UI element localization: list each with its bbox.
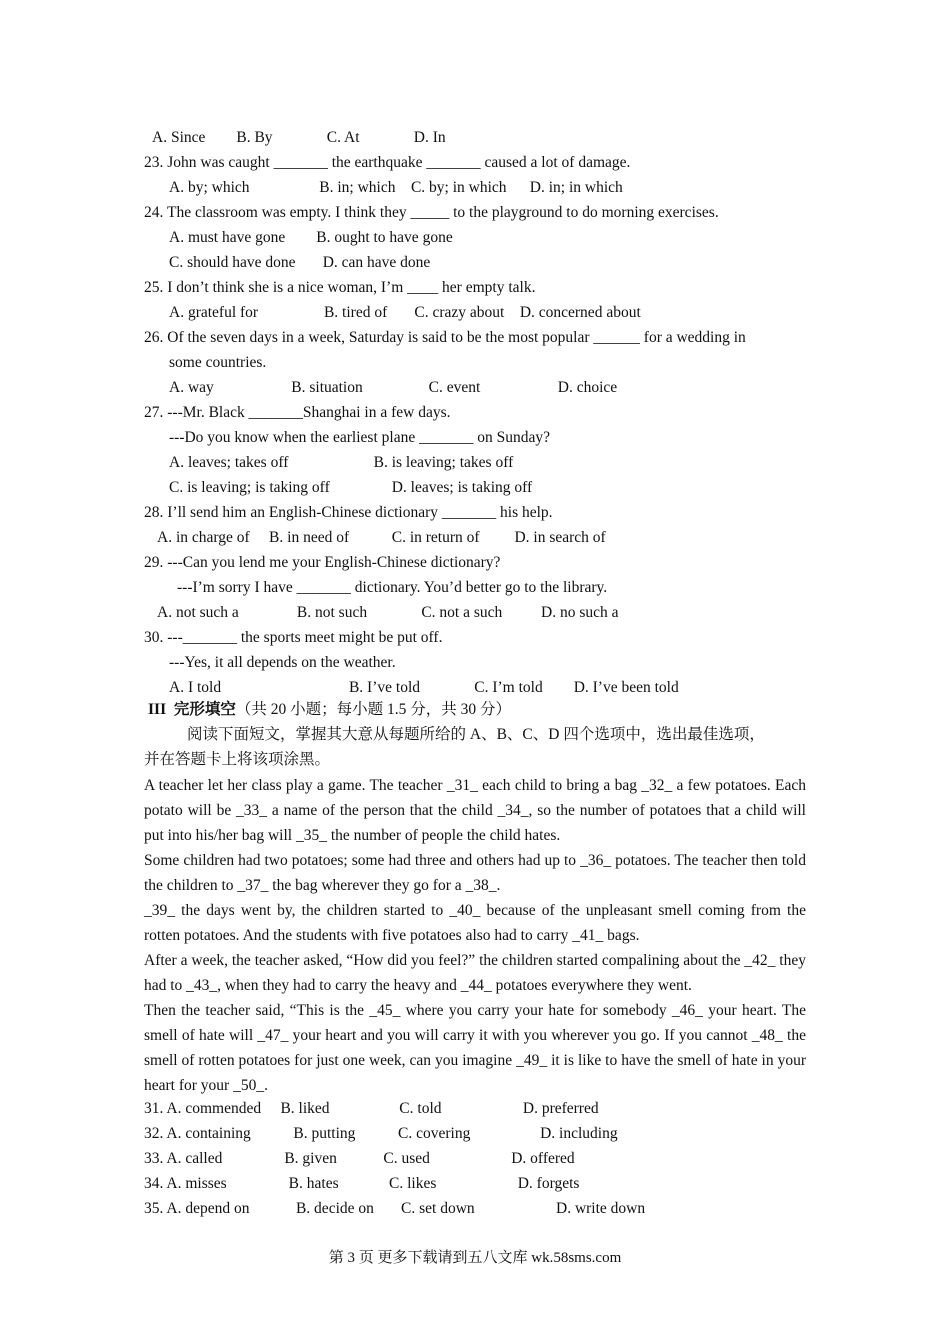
- option-line-4: 35. A. depend on B. decide on C. set down D. write down: [144, 1200, 646, 1217]
- passage-paragraph-5: Then the teacher said, “This is the _45_ where you carry your hate for somebody _46_ your heart. The smell of hate will _47_ your heart and you will carry it with you wherever you go. If you cannot _48_ the smell of rotten potatoes for just one week, can you imagine _49_ it is like to have the smell of hate in your heart for your _50_.: [144, 1002, 806, 1094]
- question-line-5: C. should have done D. can have done: [169, 254, 431, 271]
- question-line-16: A. in charge of B. in need of C. in return of D. in search of: [157, 529, 606, 546]
- option-line-1: 32. A. containing B. putting C. covering D. including: [144, 1125, 618, 1142]
- question-line-14: C. is leaving; is taking off D. leaves; is taking off: [169, 479, 533, 496]
- question-line-13: A. leaves; takes off B. is leaving; takes off: [169, 454, 514, 471]
- page-footer: 第 3 页 更多下载请到五八文库 wk.58sms.com: [328, 1250, 622, 1266]
- question-line-19: A. not such a B. not such C. not a such D. no such a: [157, 604, 619, 621]
- section-heading: [148, 700, 511, 720]
- instructions-line-1: 阅读下面短文，掌握其大意从每题所给的 A、B、C、D 四个选项中，选出最佳选项，: [187, 726, 765, 743]
- option-line-0: 31. A. commended B. liked C. told D. preferred: [144, 1100, 599, 1117]
- option-line-3: 34. A. misses B. hates C. likes D. forgets: [144, 1175, 580, 1192]
- question-line-10: A. way B. situation C. event D. choice: [169, 379, 618, 396]
- question-line-4: A. must have gone B. ought to have gone: [169, 229, 453, 246]
- question-line-9: some countries.: [169, 354, 267, 371]
- question-line-22: A. I told B. I’ve told C. I’m told D. I’ve been told: [169, 679, 679, 696]
- question-line-12: ---Do you know when the earliest plane _______ on Sunday?: [169, 429, 550, 446]
- option-line-2: 33. A. called B. given C. used D. offered: [144, 1150, 575, 1167]
- passage-paragraph-2: Some children had two potatoes; some had three and others had up to _36_ potatoes. The teacher then told the children to _37_ the bag wherever they go for a _38_.: [144, 852, 806, 894]
- question-line-21: ---Yes, it all depends on the weather.: [169, 654, 396, 671]
- question-line-6: 25. I don’t think she is a nice woman, I’m ____ her empty talk.: [144, 279, 536, 296]
- question-line-1: 23. John was caught _______ the earthquake _______ caused a lot of damage.: [144, 154, 631, 171]
- question-line-18: ---I’m sorry I have _______ dictionary. You’d better go to the library.: [177, 579, 608, 596]
- question-line-0: A. Since B. By C. At D. In: [152, 129, 446, 146]
- section-title: III 完形填空: [148, 701, 236, 718]
- question-line-17: 29. ---Can you lend me your English-Chinese dictionary?: [144, 554, 501, 571]
- question-line-7: A. grateful for B. tired of C. crazy about D. concerned about: [169, 304, 641, 321]
- passage-paragraph-4: After a week, the teacher asked, “How did you feel?” the children started compalining about the _42_ they had to _43_, when they had to carry the heavy and _44_ potatoes everywhere they went.: [144, 952, 806, 994]
- question-line-3: 24. The classroom was empty. I think they _____ to the playground to do morning exercises.: [144, 204, 719, 221]
- passage-paragraph-3: _39_ the days went by, the children started to _40_ because of the unpleasant smell coming from the rotten potatoes. And the students with five potatoes also had to carry _41_ bags.: [144, 902, 806, 944]
- question-line-20: 30. ---_______ the sports meet might be put off.: [144, 629, 443, 646]
- passage-paragraph-1: A teacher let her class play a game. The teacher _31_ each child to bring a bag _32_ a few potatoes. Each potato will be _33_ a name of the person that the child _34_, so the number of potatoes that a child will put into his/her bag will _35_ the number of people the child hates.: [144, 777, 806, 844]
- instructions-line-2: 并在答题卡上将该项涂黑。: [144, 751, 331, 768]
- question-line-2: A. by; which B. in; which C. by; in which D. in; in which: [169, 179, 623, 196]
- question-line-11: 27. ---Mr. Black _______Shanghai in a few days.: [144, 404, 451, 421]
- question-line-15: 28. I’ll send him an English-Chinese dictionary _______ his help.: [144, 504, 553, 521]
- section-note: （共 20 小题；每小题 1.5 分，共 30 分）: [235, 701, 511, 718]
- question-line-8: 26. Of the seven days in a week, Saturday is said to be the most popular ______ for a wedding in: [144, 329, 746, 346]
